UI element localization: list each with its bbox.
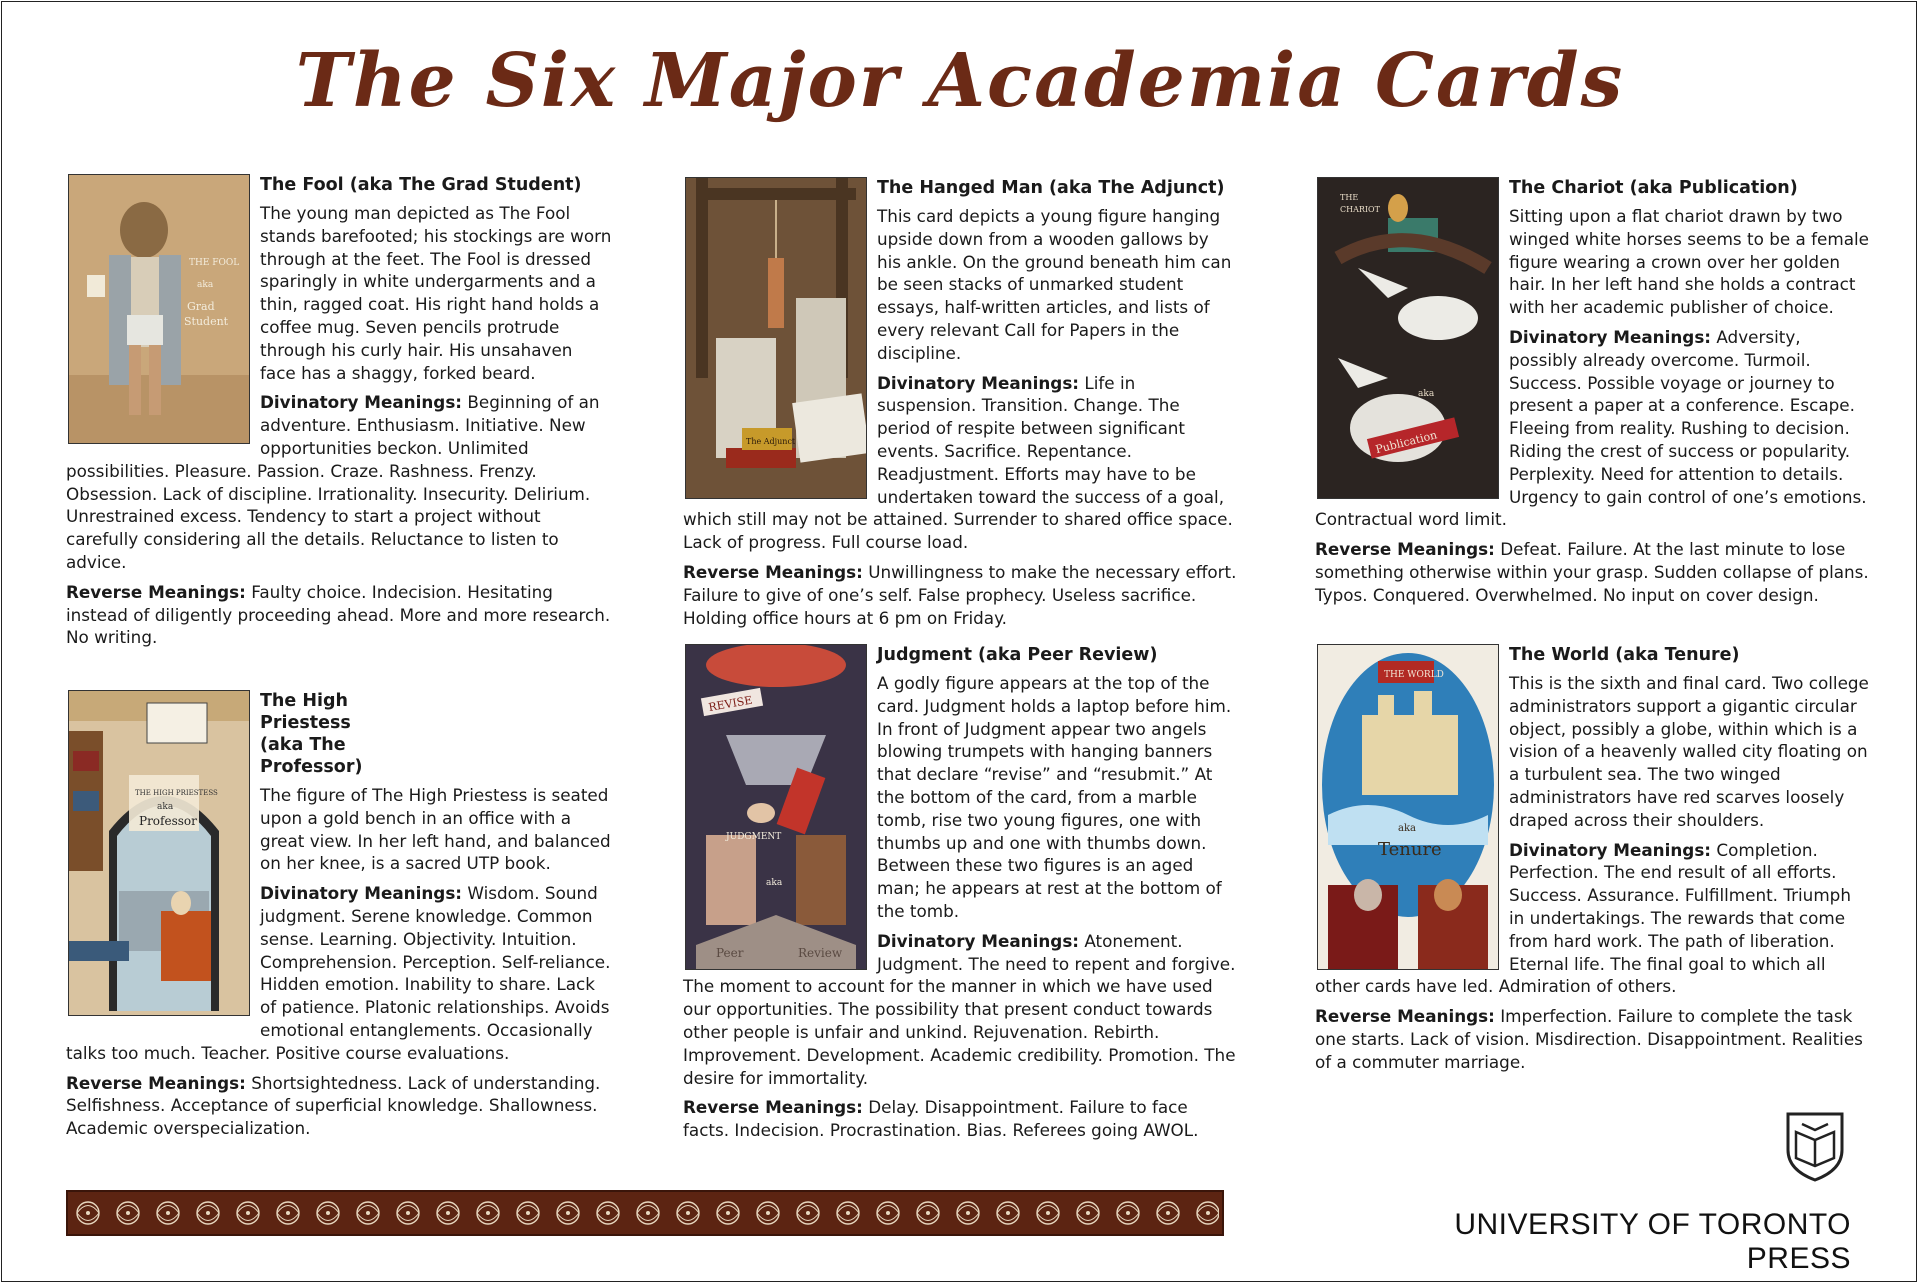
card-fool-title: The Fool (aka The Grad Student) (260, 175, 582, 195)
hanged-man-card-illustration (685, 177, 867, 499)
card-chariot (1315, 177, 1871, 614)
card-fool (66, 174, 612, 656)
card-world-title: The World (aka Tenure) (1509, 645, 1740, 665)
chariot-card-illustration (1317, 177, 1499, 499)
card-hanged-man-title: The Hanged Man (aka The Adjunct) (877, 178, 1225, 198)
svg-text:Peer: Peer (716, 946, 744, 960)
card-hanged-man-divinatory-label: Divinatory Meanings: (877, 372, 1080, 393)
card-priestess-title: The High Priestess (aka The Professor) (260, 691, 363, 777)
card-world-description: This is the sixth and final card. Two college administrators support a gigantic circular object, possibly a globe, within which is a vision of a heavenly walled city floating on a turbulent sea. The two winged administrators have red scarves loosely draped across their shoulders. (1509, 673, 1869, 830)
card-fool-divinatory-label: Divinatory Meanings: (260, 392, 463, 413)
card-hanged-man-reverse-label: Reverse Meanings: (683, 561, 863, 582)
card-priestess-reverse: Shortsightedness. Lack of understanding. Selfishness. Acceptance of superficial knowledge. Shallowness. Academic overspecialization. (66, 1072, 601, 1139)
card-judgment-divinatory-label: Divinatory Meanings: (877, 930, 1080, 951)
card-chariot-divinatory: Adversity, possibly already overcome. Turmoil. Success. Possible voyage or journey to present a paper at a conference. Escape. Fleeing from reality. Rushing to decision. Riding the crest of success or popularity. Perplexity. Need for attention to details. Urgency to gain control of one’s emotions. Contractual word limit. (1315, 326, 1867, 530)
publisher-name: UNIVERSITY OF TORONTO PRESS (1454, 1208, 1851, 1275)
card-fool-reverse: Faulty choice. Indecision. Hesitating instead of diligently proceeding ahead. More and more research. No writing. (66, 581, 611, 648)
svg-text:Grad: Grad (187, 300, 215, 313)
card-judgment-description: A godly figure appears at the top of the card. Judgment holds a laptop before him. In front of Judgment appear two angels blowing trumpets with hanging banners that declare “revise” and “resubmit.” At the bottom of the card, from a marble tomb, rise two young figures, one with thumbs up and one with thumbs down. Between these two figures is an aged man; he appears at rest at the bottom of the tomb. (877, 673, 1232, 921)
card-world-reverse-label: Reverse Meanings: (1315, 1006, 1495, 1027)
card-fool-description: The young man depicted as The Fool stands barefooted; his stockings are worn through at the feet. The Fool is dressed sparingly in white undergarments and a thin, ragged coat. His right hand holds a coffee mug. Seven pencils protrude through his curly hair. His unsahaven face has a shaggy, forked beard. (260, 203, 612, 383)
card-judgment-divinatory: Atonement. Judgment. The need to repent and forgive. The moment to account for the manner in which we have used our opportunities. The possibility that present conduct towards other people is unfair and unkind. Rejuvenation. Rebirth. Improvement. Development. Academic credibility. Promotion. The desire for immortality. (683, 930, 1236, 1088)
card-high-priestess (66, 690, 612, 1147)
card-judgment (683, 644, 1238, 1149)
svg-text:Tenure: Tenure (1378, 839, 1442, 860)
card-world-reverse: Imperfection. Failure to complete the task one starts. Lack of vision. Misdirection. Disappointment. Realities of a commuter marriage. (1315, 1006, 1863, 1072)
svg-text:aka: aka (157, 802, 174, 812)
svg-text:CHARIOT: CHARIOT (1340, 205, 1380, 214)
svg-text:THE: THE (1340, 193, 1359, 202)
svg-text:Student: Student (184, 315, 229, 328)
svg-text:THE HIGH PRIESTESS: THE HIGH PRIESTESS (135, 789, 218, 797)
svg-text:Professor: Professor (139, 814, 197, 828)
judgment-card-illustration (685, 644, 867, 970)
ornamental-border (66, 1190, 1224, 1236)
svg-text:THE WORLD: THE WORLD (1384, 670, 1444, 680)
svg-text:THE FOOL: THE FOOL (189, 258, 240, 268)
fool-card-illustration (68, 174, 250, 444)
card-chariot-divinatory-label: Divinatory Meanings: (1509, 326, 1712, 347)
world-card-illustration (1317, 644, 1499, 970)
svg-text:The Adjunct: The Adjunct (746, 437, 796, 446)
card-chariot-description: Sitting upon a flat chariot drawn by two winged white horses seems to be a female figure wearing a crown over her golden hair. In her left hand she holds a contract with her academic publisher of choice. (1509, 206, 1869, 318)
card-judgment-reverse: Delay. Disappointment. Failure to face facts. Indecision. Procrastination. Bias. Referees going AWOL. (683, 1097, 1199, 1141)
card-hanged-man-reverse: Unwillingness to make the necessary effort. Failure to give of one’s self. False prophecy. Useless sacrifice. Holding office hours at 6 pm on Friday. (683, 561, 1237, 628)
svg-text:Review: Review (798, 946, 843, 960)
card-hanged-man-description: This card depicts a young figure hanging upside down from a wooden gallows by his ankle. On the ground beneath him can be seen stacks of unmarked student essays, half-written articles, and lists of every relevant Call for Papers in the discipline. (877, 206, 1232, 363)
utp-logo-icon (1782, 1110, 1848, 1186)
card-priestess-description: The figure of The High Priestess is seated upon a gold bench in an office with a great view. In her left hand, and balanced on her knee, is a sacred UTP book. (260, 785, 611, 874)
card-priestess-divinatory: Wisdom. Sound judgment. Serene knowledge. Common sense. Learning. Objectivity. Intuition. Comprehension. Perception. Self-reliance. Hidden emotion. Inability to share. Lack of patience. Platonic relationships. Avoids emotional entanglements. Occasionally talks too much. Teacher. Positive course evaluations. (66, 883, 611, 1063)
card-priestess-reverse-label: Reverse Meanings: (66, 1072, 246, 1093)
svg-text:aka: aka (1398, 823, 1416, 834)
card-fool-divinatory: Beginning of an adventure. Enthusiasm. Initiative. New opportunities beckon. Unlimited possibilities. Pleasure. Passion. Craze. Rashness. Frenzy. Obsession. Lack of discipline. Irrationality. Insecurity. Delirium. Unrestrained excess. Tendency to start a project without carefully considering all the details. Reluctance to listen to advice. (66, 392, 600, 572)
card-hanged-man-divinatory: Life in suspension. Transition. Change. The period of respite between significant events. Sacrifice. Repentance. Readjustment. Efforts may have to be undertaken toward the success of a goal, which still may not be attained. Surrender to shared office space. Lack of progress. Full course load. (683, 372, 1233, 553)
page-title: The Six Major Academia Cards (295, 38, 1625, 124)
svg-text:JUDGMENT: JUDGMENT (726, 832, 782, 842)
card-judgment-reverse-label: Reverse Meanings: (683, 1097, 863, 1118)
card-judgment-title: Judgment (aka Peer Review) (877, 645, 1158, 665)
card-world-divinatory: Completion. Perfection. The end result of all efforts. Success. Assurance. Fulfillment. Triumph in undertakings. The rewards that come from hard work. The path of liberation. Eternal life. The final goal to which all other cards have led. Admiration of others. (1315, 839, 1851, 997)
svg-text:aka: aka (1418, 389, 1435, 399)
svg-text:REVISE: REVISE (707, 693, 754, 715)
card-hanged-man (683, 177, 1238, 636)
priestess-card-illustration (68, 690, 250, 1016)
card-priestess-divinatory-label: Divinatory Meanings: (260, 883, 463, 904)
card-chariot-title: The Chariot (aka Publication) (1509, 178, 1798, 198)
card-chariot-reverse: Defeat. Failure. At the last minute to lose something otherwise within your grasp. Sudden collapse of plans. Typos. Conquered. Overwhelmed. No input on cover design. (1315, 539, 1869, 605)
svg-text:aka: aka (197, 280, 214, 290)
svg-text:Publication: Publication (1374, 428, 1439, 457)
svg-text:aka: aka (766, 878, 783, 888)
card-chariot-reverse-label: Reverse Meanings: (1315, 539, 1495, 560)
card-world-divinatory-label: Divinatory Meanings: (1509, 839, 1712, 860)
card-world (1315, 644, 1871, 1081)
card-fool-reverse-label: Reverse Meanings: (66, 581, 246, 602)
